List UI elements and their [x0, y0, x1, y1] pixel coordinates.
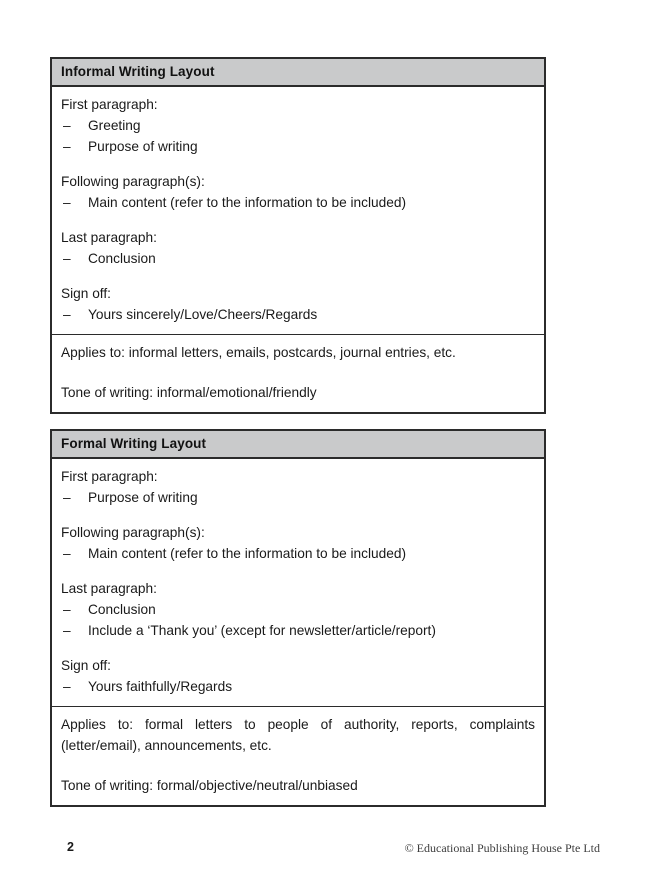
- bullet-list: [61, 676, 535, 697]
- informal-table-footer-notes: [52, 334, 544, 412]
- bullet-item: [61, 676, 535, 697]
- bullet-text: Include a ‘Thank you’ (except for newsletter/article/report): [88, 623, 436, 638]
- bullet-list: [61, 304, 535, 325]
- formal-writing-layout-table: [50, 429, 546, 807]
- bullet-list: [61, 192, 535, 213]
- dash-bullet-icon: –: [63, 307, 71, 322]
- paragraph-heading: First paragraph:: [61, 97, 158, 112]
- formal-table-header: Formal Writing Layout: [52, 431, 544, 459]
- dash-bullet-icon: –: [63, 195, 71, 210]
- paragraph-heading: Sign off:: [61, 658, 111, 673]
- bullet-text: Main content (refer to the information to be included): [88, 546, 407, 561]
- bullet-list: [61, 543, 535, 564]
- bullet-text: Greeting: [88, 118, 141, 133]
- bullet-list: [61, 599, 535, 641]
- bullet-item: [61, 115, 535, 136]
- informal-writing-layout-table: [50, 57, 546, 414]
- bullet-list: [61, 115, 535, 157]
- paragraph-group: [61, 94, 535, 157]
- bullet-list: [61, 248, 535, 269]
- bullet-item: [61, 620, 535, 641]
- bullet-item: [61, 599, 535, 620]
- bullet-text: Purpose of writing: [88, 490, 198, 505]
- bullet-text: Conclusion: [88, 251, 156, 266]
- dash-bullet-icon: –: [63, 623, 71, 638]
- paragraph-heading: Following paragraph(s):: [61, 525, 205, 540]
- bullet-item: [61, 487, 535, 508]
- bullet-text: Main content (refer to the information to be included): [88, 195, 407, 210]
- bullet-list: [61, 487, 535, 508]
- page-footer: [50, 840, 600, 860]
- bullet-text: Conclusion: [88, 602, 156, 617]
- tone-of-writing-text: Tone of writing: informal/emotional/friendly: [61, 385, 317, 400]
- paragraph-heading: Last paragraph:: [61, 230, 157, 245]
- dash-bullet-icon: –: [63, 490, 71, 505]
- paragraph-group: [61, 522, 535, 564]
- paragraph-group: [61, 171, 535, 213]
- bullet-item: [61, 543, 535, 564]
- bullet-text: Yours sincerely/Love/Cheers/Regards: [88, 307, 318, 322]
- paragraph-group: [61, 466, 535, 508]
- formal-table-footer-notes: [52, 706, 544, 805]
- bullet-text: Purpose of writing: [88, 139, 198, 154]
- page-number: 2: [67, 840, 74, 854]
- spacer: [61, 756, 535, 775]
- informal-table-body: [52, 87, 544, 334]
- paragraph-group: [61, 578, 535, 641]
- bullet-item: [61, 136, 535, 157]
- paragraph-group: [61, 655, 535, 697]
- dash-bullet-icon: –: [63, 546, 71, 561]
- tone-of-writing-text: Tone of writing: formal/objective/neutral/unbiased: [61, 778, 358, 793]
- bullet-text: Yours faithfully/Regards: [88, 679, 233, 694]
- dash-bullet-icon: –: [63, 118, 71, 133]
- applies-to-text: Applies to: formal letters to people of authority, reports, complaints (letter/email), announcements, etc.: [61, 717, 535, 753]
- formal-table-body: [52, 459, 544, 706]
- paragraph-heading: Following paragraph(s):: [61, 174, 205, 189]
- paragraph-heading: Sign off:: [61, 286, 111, 301]
- informal-table-header: Informal Writing Layout: [52, 59, 544, 87]
- dash-bullet-icon: –: [63, 251, 71, 266]
- copyright-notice: © Educational Publishing House Pte Ltd: [404, 841, 600, 855]
- paragraph-group: [61, 227, 535, 269]
- bullet-item: [61, 192, 535, 213]
- applies-to-text: Applies to: informal letters, emails, postcards, journal entries, etc.: [61, 345, 456, 360]
- bullet-item: [61, 304, 535, 325]
- dash-bullet-icon: –: [63, 139, 71, 154]
- dash-bullet-icon: –: [63, 679, 71, 694]
- dash-bullet-icon: –: [63, 602, 71, 617]
- paragraph-heading: First paragraph:: [61, 469, 158, 484]
- spacer: [61, 363, 535, 382]
- paragraph-heading: Last paragraph:: [61, 581, 157, 596]
- paragraph-group: [61, 283, 535, 325]
- bullet-item: [61, 248, 535, 269]
